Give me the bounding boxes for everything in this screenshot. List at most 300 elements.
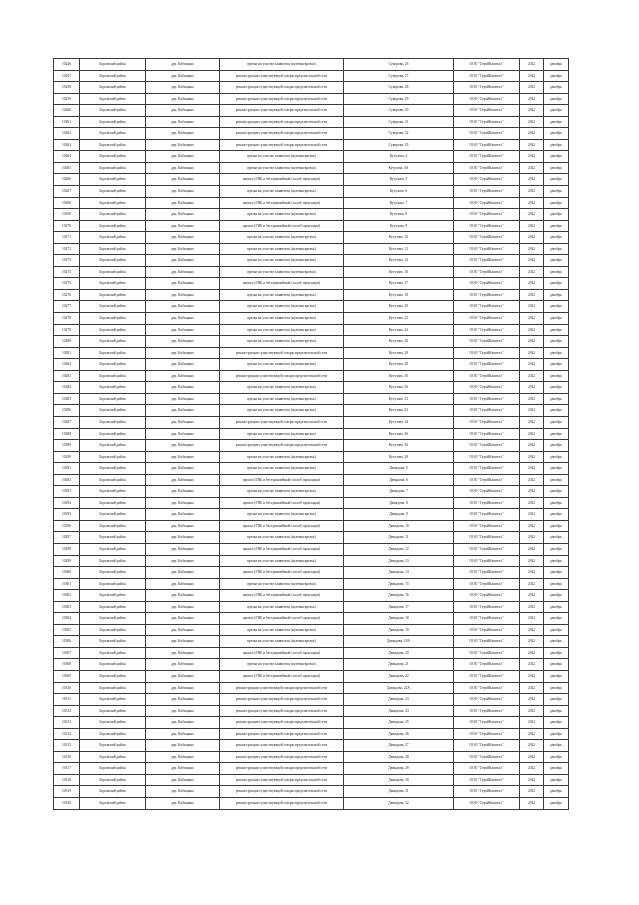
cell-settlement: дер. Кабицыно (146, 93, 220, 105)
cell-month: декабрь (544, 174, 569, 186)
cell-work-type: реконструкция существующей газораспределительной сети (220, 705, 344, 717)
cell-month: декабрь (544, 509, 569, 521)
cell-id: 10267 (54, 186, 80, 198)
table-row (54, 567, 569, 579)
table-row (54, 393, 569, 405)
cell-year: 2022 (520, 301, 544, 313)
table-row (54, 266, 569, 278)
cell-id: 10278 (54, 313, 80, 325)
cell-district: Боровский район (80, 763, 146, 775)
table-row (54, 717, 569, 729)
cell-settlement: дер. Кабицыно (146, 382, 220, 394)
cell-month: декабрь (544, 405, 569, 417)
cell-address: Давыдова, 27 (344, 740, 454, 752)
cell-month: декабрь (544, 624, 569, 636)
cell-year: 2022 (520, 416, 544, 428)
cell-district: Боровский район (80, 705, 146, 717)
cell-month: декабрь (544, 220, 569, 232)
cell-year: 2022 (520, 728, 544, 740)
cell-settlement: дер. Кабицыно (146, 359, 220, 371)
cell-work-type: прокол (ГНБ и бестраншейный способ прокладки) (220, 647, 344, 659)
cell-district: Боровский район (80, 740, 146, 752)
cell-work-type: реконструкция существующей газораспределительной сети (220, 694, 344, 706)
table-row (54, 740, 569, 752)
cell-contractor: ООО "СтройКапитал" (454, 694, 520, 706)
cell-year: 2022 (520, 705, 544, 717)
table-row (54, 440, 569, 452)
cell-month: декабрь (544, 717, 569, 729)
table-row (54, 613, 569, 625)
cell-month: декабрь (544, 497, 569, 509)
cell-district: Боровский район (80, 405, 146, 417)
cell-address: Давыдова, 19А (344, 636, 454, 648)
cell-district: Боровский район (80, 717, 146, 729)
cell-work-type: реконструкция существующей газораспределительной сети (220, 682, 344, 694)
cell-contractor: ООО "СтройКапитал" (454, 440, 520, 452)
cell-settlement: дер. Кабицыно (146, 209, 220, 221)
cell-id: 10281 (54, 347, 80, 359)
cell-work-type: врезка на участке заявителя (нулевая врезка) (220, 336, 344, 348)
cell-settlement: дер. Кабицыно (146, 416, 220, 428)
cell-month: декабрь (544, 543, 569, 555)
cell-contractor: ООО "СтройКапитал" (454, 393, 520, 405)
cell-year: 2022 (520, 186, 544, 198)
cell-id: 10266 (54, 174, 80, 186)
table-row (54, 659, 569, 671)
cell-id: 10316 (54, 751, 80, 763)
cell-year: 2022 (520, 347, 544, 359)
cell-district: Боровский район (80, 289, 146, 301)
cell-contractor: ООО "СтройКапитал" (454, 798, 520, 810)
cell-id: 10320 (54, 798, 80, 810)
cell-year: 2022 (520, 451, 544, 463)
cell-settlement: дер. Кабицыно (146, 463, 220, 475)
cell-month: декабрь (544, 278, 569, 290)
cell-contractor: ООО "СтройКапитал" (454, 416, 520, 428)
cell-address: Кутузова, 32 (344, 405, 454, 417)
table-row (54, 601, 569, 613)
cell-work-type: врезка на участке заявителя (нулевая врезка) (220, 359, 344, 371)
cell-address: Давыдова, 10 (344, 520, 454, 532)
cell-contractor: ООО "СтройКапитал" (454, 174, 520, 186)
cell-month: декабрь (544, 474, 569, 486)
cell-id: 10315 (54, 740, 80, 752)
cell-contractor: ООО "СтройКапитал" (454, 324, 520, 336)
cell-address: Кутузова, 36 (344, 428, 454, 440)
cell-contractor: ООО "СтройКапитал" (454, 313, 520, 325)
cell-settlement: дер. Кабицыно (146, 740, 220, 752)
cell-work-type: реконструкция существующей газораспределительной сети (220, 370, 344, 382)
cell-settlement: дер. Кабицыно (146, 428, 220, 440)
table-row (54, 139, 569, 151)
cell-address: Кутузова, 7 (344, 197, 454, 209)
cell-address: Давыдова, 32 (344, 798, 454, 810)
table-row (54, 209, 569, 221)
cell-contractor: ООО "СтройКапитал" (454, 197, 520, 209)
table-row (54, 682, 569, 694)
cell-month: декабрь (544, 567, 569, 579)
cell-address: Давыдова, 6 (344, 474, 454, 486)
cell-work-type: врезка на участке заявителя (нулевая врезка) (220, 393, 344, 405)
cell-settlement: дер. Кабицыно (146, 578, 220, 590)
cell-address: Кутузова, 16 (344, 266, 454, 278)
cell-contractor: ООО "СтройКапитал" (454, 93, 520, 105)
cell-year: 2022 (520, 601, 544, 613)
cell-settlement: дер. Кабицыно (146, 474, 220, 486)
cell-id: 10313 (54, 717, 80, 729)
cell-contractor: ООО "СтройКапитал" (454, 555, 520, 567)
table-row (54, 220, 569, 232)
table-row (54, 289, 569, 301)
cell-address: Давыдова, 8 (344, 497, 454, 509)
cell-work-type: врезка на участке заявителя (нулевая врезка) (220, 243, 344, 255)
cell-district: Боровский район (80, 474, 146, 486)
table-row (54, 162, 569, 174)
table-row (54, 705, 569, 717)
cell-district: Боровский район (80, 359, 146, 371)
cell-month: декабрь (544, 359, 569, 371)
cell-id: 10300 (54, 567, 80, 579)
cell-settlement: дер. Кабицыно (146, 370, 220, 382)
cell-year: 2022 (520, 659, 544, 671)
cell-year: 2022 (520, 774, 544, 786)
cell-year: 2022 (520, 105, 544, 117)
cell-contractor: ООО "СтройКапитал" (454, 705, 520, 717)
cell-address: Давыдова, 25 (344, 717, 454, 729)
cell-id: 10289 (54, 440, 80, 452)
cell-address: Давыдова, 24 (344, 705, 454, 717)
cell-settlement: дер. Кабицыно (146, 70, 220, 82)
cell-district: Боровский район (80, 266, 146, 278)
cell-district: Боровский район (80, 728, 146, 740)
table-row (54, 416, 569, 428)
cell-year: 2022 (520, 590, 544, 602)
cell-year: 2022 (520, 243, 544, 255)
cell-address: Кутузова, 30 (344, 382, 454, 394)
table-row (54, 509, 569, 521)
cell-settlement: дер. Кабицыно (146, 497, 220, 509)
cell-id: 10303 (54, 601, 80, 613)
cell-work-type: врезка на участке заявителя (нулевая врезка) (220, 313, 344, 325)
cell-settlement: дер. Кабицыно (146, 105, 220, 117)
cell-district: Боровский район (80, 301, 146, 313)
cell-address: Давыдова, 23 (344, 694, 454, 706)
cell-id: 10297 (54, 532, 80, 544)
cell-work-type: врезка на участке заявителя (нулевая врезка) (220, 186, 344, 198)
table-row (54, 428, 569, 440)
cell-work-type: врезка на участке заявителя (нулевая врезка) (220, 59, 344, 71)
table-row (54, 232, 569, 244)
table-row (54, 197, 569, 209)
cell-contractor: ООО "СтройКапитал" (454, 336, 520, 348)
cell-contractor: ООО "СтройКапитал" (454, 128, 520, 140)
cell-month: декабрь (544, 313, 569, 325)
cell-settlement: дер. Кабицыно (146, 543, 220, 555)
cell-year: 2022 (520, 717, 544, 729)
cell-contractor: ООО "СтройКапитал" (454, 220, 520, 232)
cell-month: декабрь (544, 209, 569, 221)
cell-contractor: ООО "СтройКапитал" (454, 613, 520, 625)
cell-district: Боровский район (80, 382, 146, 394)
cell-contractor: ООО "СтройКапитал" (454, 670, 520, 682)
cell-district: Боровский район (80, 174, 146, 186)
cell-id: 10296 (54, 520, 80, 532)
cell-address: Суворова, 33 (344, 139, 454, 151)
cell-district: Боровский район (80, 647, 146, 659)
cell-year: 2022 (520, 289, 544, 301)
cell-district: Боровский район (80, 601, 146, 613)
cell-contractor: ООО "СтройКапитал" (454, 532, 520, 544)
cell-work-type: прокол (ГНБ и бестраншейный способ прокладки) (220, 520, 344, 532)
cell-work-type: прокол (ГНБ и бестраншейный способ прокладки) (220, 543, 344, 555)
cell-year: 2022 (520, 786, 544, 798)
cell-month: декабрь (544, 162, 569, 174)
cell-settlement: дер. Кабицыно (146, 763, 220, 775)
cell-year: 2022 (520, 486, 544, 498)
cell-district: Боровский район (80, 786, 146, 798)
cell-id: 10279 (54, 324, 80, 336)
cell-settlement: дер. Кабицыно (146, 567, 220, 579)
cell-settlement: дер. Кабицыно (146, 532, 220, 544)
table-row (54, 728, 569, 740)
cell-year: 2022 (520, 647, 544, 659)
table-body (54, 59, 569, 810)
cell-district: Боровский район (80, 116, 146, 128)
cell-month: декабрь (544, 324, 569, 336)
cell-year: 2022 (520, 474, 544, 486)
cell-work-type: врезка на участке заявителя (нулевая врезка) (220, 151, 344, 163)
cell-district: Боровский район (80, 162, 146, 174)
table-row (54, 116, 569, 128)
cell-contractor: ООО "СтройКапитал" (454, 474, 520, 486)
cell-work-type: реконструкция существующей газораспределительной сети (220, 440, 344, 452)
cell-address: Давыдова, 15 (344, 578, 454, 590)
cell-address: Кутузова, 18 (344, 289, 454, 301)
cell-contractor: ООО "СтройКапитал" (454, 266, 520, 278)
cell-month: декабрь (544, 105, 569, 117)
cell-month: декабрь (544, 532, 569, 544)
cell-contractor: ООО "СтройКапитал" (454, 359, 520, 371)
cell-district: Боровский район (80, 613, 146, 625)
cell-contractor: ООО "СтройКапитал" (454, 105, 520, 117)
table-row (54, 451, 569, 463)
cell-address: Суворова, 28 (344, 82, 454, 94)
cell-work-type: реконструкция существующей газораспределительной сети (220, 82, 344, 94)
cell-year: 2022 (520, 197, 544, 209)
table-row (54, 255, 569, 267)
cell-district: Боровский район (80, 486, 146, 498)
table-row (54, 532, 569, 544)
cell-id: 10269 (54, 209, 80, 221)
cell-work-type: врезка на участке заявителя (нулевая врезка) (220, 232, 344, 244)
cell-id: 10264 (54, 151, 80, 163)
cell-work-type: реконструкция существующей газораспределительной сети (220, 139, 344, 151)
cell-id: 10275 (54, 278, 80, 290)
cell-address: Кутузова, 20 (344, 301, 454, 313)
cell-id: 10290 (54, 451, 80, 463)
cell-contractor: ООО "СтройКапитал" (454, 578, 520, 590)
cell-district: Боровский район (80, 243, 146, 255)
cell-month: декабрь (544, 578, 569, 590)
cell-work-type: реконструкция существующей газораспределительной сети (220, 798, 344, 810)
cell-month: декабрь (544, 728, 569, 740)
cell-address: Давыдова, 17 (344, 601, 454, 613)
cell-month: декабрь (544, 266, 569, 278)
cell-district: Боровский район (80, 324, 146, 336)
cell-settlement: дер. Кабицыно (146, 509, 220, 521)
cell-contractor: ООО "СтройКапитал" (454, 209, 520, 221)
cell-year: 2022 (520, 128, 544, 140)
cell-month: декабрь (544, 659, 569, 671)
cell-year: 2022 (520, 324, 544, 336)
cell-work-type: врезка на участке заявителя (нулевая врезка) (220, 601, 344, 613)
cell-address: Давыдова, 16 (344, 590, 454, 602)
cell-id: 10282 (54, 359, 80, 371)
cell-id: 10260 (54, 105, 80, 117)
cell-contractor: ООО "СтройКапитал" (454, 243, 520, 255)
cell-address: Кутузова, 14 (344, 255, 454, 267)
cell-district: Боровский район (80, 451, 146, 463)
cell-contractor: ООО "СтройКапитал" (454, 451, 520, 463)
cell-settlement: дер. Кабицыно (146, 324, 220, 336)
cell-work-type: прокол (ГНБ и бестраншейный способ прокладки) (220, 613, 344, 625)
gasification-schedule-table (53, 58, 569, 810)
cell-work-type: реконструкция существующей газораспределительной сети (220, 128, 344, 140)
cell-address: Суворова, 27 (344, 70, 454, 82)
cell-contractor: ООО "СтройКапитал" (454, 774, 520, 786)
cell-work-type: реконструкция существующей газораспределительной сети (220, 416, 344, 428)
cell-contractor: ООО "СтройКапитал" (454, 601, 520, 613)
cell-year: 2022 (520, 70, 544, 82)
table-row (54, 301, 569, 313)
cell-work-type: реконструкция существующей газораспределительной сети (220, 751, 344, 763)
cell-month: декабрь (544, 370, 569, 382)
cell-address: Давыдова, 20 (344, 647, 454, 659)
cell-year: 2022 (520, 393, 544, 405)
cell-district: Боровский район (80, 370, 146, 382)
cell-district: Боровский район (80, 232, 146, 244)
cell-id: 10246 (54, 59, 80, 71)
table-row (54, 105, 569, 117)
cell-month: декабрь (544, 682, 569, 694)
cell-settlement: дер. Кабицыно (146, 313, 220, 325)
cell-address: Давыдова, 26 (344, 728, 454, 740)
cell-address: Кутузова, 22 (344, 313, 454, 325)
cell-work-type: врезка на участке заявителя (нулевая врезка) (220, 324, 344, 336)
cell-district: Боровский район (80, 59, 146, 71)
cell-address: Кутузова, 28 (344, 347, 454, 359)
table-row (54, 278, 569, 290)
table-row (54, 59, 569, 71)
cell-district: Боровский район (80, 393, 146, 405)
cell-work-type: реконструкция существующей газораспределительной сети (220, 740, 344, 752)
cell-settlement: дер. Кабицыно (146, 174, 220, 186)
table-row (54, 93, 569, 105)
cell-month: декабрь (544, 613, 569, 625)
cell-work-type: реконструкция существующей газораспределительной сети (220, 728, 344, 740)
cell-year: 2022 (520, 405, 544, 417)
cell-district: Боровский район (80, 209, 146, 221)
cell-district: Боровский район (80, 520, 146, 532)
cell-address: Кутузова, 8 (344, 209, 454, 221)
cell-settlement: дер. Кабицыно (146, 59, 220, 71)
cell-year: 2022 (520, 382, 544, 394)
cell-contractor: ООО "СтройКапитал" (454, 717, 520, 729)
table-row (54, 370, 569, 382)
cell-month: декабрь (544, 486, 569, 498)
cell-month: декабрь (544, 798, 569, 810)
cell-settlement: дер. Кабицыно (146, 590, 220, 602)
cell-district: Боровский район (80, 578, 146, 590)
cell-address: Кутузова, 6 (344, 186, 454, 198)
cell-settlement: дер. Кабицыно (146, 162, 220, 174)
cell-settlement: дер. Кабицыно (146, 486, 220, 498)
cell-work-type: врезка на участке заявителя (нулевая врезка) (220, 382, 344, 394)
cell-contractor: ООО "СтройКапитал" (454, 624, 520, 636)
cell-id: 10293 (54, 486, 80, 498)
cell-work-type: врезка на участке заявителя (нулевая врезка) (220, 255, 344, 267)
cell-id: 10294 (54, 497, 80, 509)
cell-work-type: реконструкция существующей газораспределительной сети (220, 786, 344, 798)
cell-month: декабрь (544, 451, 569, 463)
cell-district: Боровский район (80, 93, 146, 105)
cell-year: 2022 (520, 751, 544, 763)
cell-address: Давыдова, 12 (344, 543, 454, 555)
cell-district: Боровский район (80, 694, 146, 706)
cell-work-type: врезка на участке заявителя (нулевая врезка) (220, 509, 344, 521)
cell-settlement: дер. Кабицыно (146, 751, 220, 763)
table-row (54, 82, 569, 94)
table-row (54, 786, 569, 798)
table-row (54, 763, 569, 775)
cell-year: 2022 (520, 682, 544, 694)
cell-address: Кутузова, 12 (344, 243, 454, 255)
cell-work-type: врезка на участке заявителя (нулевая врезка) (220, 555, 344, 567)
cell-address: Кутузова, 24 (344, 324, 454, 336)
cell-month: декабрь (544, 555, 569, 567)
cell-work-type: реконструкция существующей газораспределительной сети (220, 774, 344, 786)
cell-district: Боровский район (80, 670, 146, 682)
cell-address: Давыдова, 11 (344, 532, 454, 544)
cell-id: 10305 (54, 624, 80, 636)
cell-work-type: врезка на участке заявителя (нулевая врезка) (220, 405, 344, 417)
cell-contractor: ООО "СтройКапитал" (454, 740, 520, 752)
cell-settlement: дер. Кабицыно (146, 647, 220, 659)
table-row (54, 647, 569, 659)
cell-work-type: прокол (ГНБ и бестраншейный способ прокладки) (220, 567, 344, 579)
cell-month: декабрь (544, 694, 569, 706)
cell-contractor: ООО "СтройКапитал" (454, 232, 520, 244)
cell-work-type: прокол (ГНБ и бестраншейный способ прокладки) (220, 474, 344, 486)
cell-district: Боровский район (80, 440, 146, 452)
cell-id: 10280 (54, 336, 80, 348)
cell-contractor: ООО "СтройКапитал" (454, 728, 520, 740)
cell-settlement: дер. Кабицыно (146, 624, 220, 636)
cell-id: 10306 (54, 636, 80, 648)
cell-district: Боровский район (80, 255, 146, 267)
cell-district: Боровский район (80, 555, 146, 567)
table-row (54, 243, 569, 255)
cell-settlement: дер. Кабицыно (146, 705, 220, 717)
cell-address: Кутузова, 9 (344, 220, 454, 232)
cell-contractor: ООО "СтройКапитал" (454, 82, 520, 94)
cell-address: Давыдова, 30 (344, 774, 454, 786)
cell-id: 10268 (54, 197, 80, 209)
cell-contractor: ООО "СтройКапитал" (454, 763, 520, 775)
cell-id: 10319 (54, 786, 80, 798)
cell-settlement: дер. Кабицыно (146, 601, 220, 613)
cell-id: 10317 (54, 763, 80, 775)
